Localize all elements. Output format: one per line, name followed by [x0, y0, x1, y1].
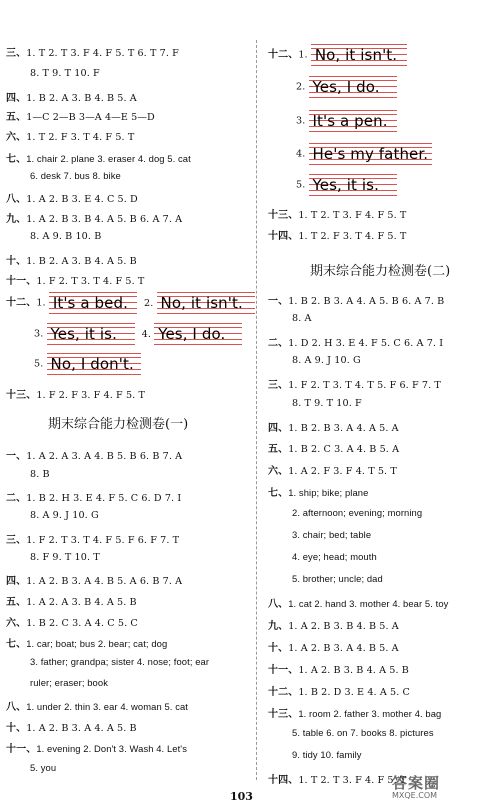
handwriting-row: 3. Yes, it is. 4. Yes, I do. [34, 323, 242, 345]
section-title: 期末综合能力检测卷(一) [48, 417, 189, 432]
answer-row: 3. chair; bed; table [292, 529, 372, 540]
answer-row: 六、1. B 2. C 3. A 4. C 5. C [6, 618, 138, 629]
handwritten-answer: It's a pen. [309, 110, 397, 132]
answer-row: 8. A 9. J 10. G [30, 510, 99, 521]
answer-row: 三、1. F 2. T 3. T 4. T 5. F 6. F 7. T [268, 380, 441, 391]
answer-row: 9. tidy 10. family [292, 749, 362, 760]
answer-row: 八、1. under 2. thin 3. ear 4. woman 5. cat [6, 701, 189, 713]
answer-row: 九、1. A 2. B 3. B 4. B 5. A [268, 621, 399, 632]
handwritten-answer: No, it isn't. [157, 292, 255, 314]
handwritten-answer: Yes, it is. [309, 174, 397, 196]
answer-row: 十四、1. T 2. F 3. T 4. F 5. T [268, 231, 407, 242]
answer-row: 十二、1. B 2. D 3. E 4. A 5. C [268, 687, 410, 698]
answer-row: 2. afternoon; evening; morning [292, 507, 423, 518]
answer-row: 5. brother; uncle; dad [292, 573, 383, 584]
handwriting-row: 2. Yes, I do. [296, 76, 397, 98]
answer-row: 十一、1. evening 2. Don't 3. Wash 4. Let's [6, 743, 187, 755]
answer-row: 十、1. A 2. B 3. A 4. B 5. A [268, 643, 399, 654]
column-divider [256, 40, 257, 780]
answer-row: 十、1. B 2. A 3. B 4. A 5. B [6, 256, 137, 267]
handwritten-answer: No, it isn't. [311, 44, 407, 66]
answer-row: 一、1. A 2. A 3. A 4. B 5. B 6. B 7. A [6, 451, 183, 462]
answer-row: 5. you [30, 762, 57, 773]
answer-row: 七、1. ship; bike; plane [268, 487, 369, 499]
answer-row: 八、1. cat 2. hand 3. mother 4. bear 5. toy [268, 598, 449, 610]
answer-row: 四、1. B 2. B 3. A 4. A 5. A [268, 423, 399, 434]
answer-row: 8. F 9. T 10. T [30, 552, 100, 563]
answer-row: 五、1—C 2—B 3—A 4—E 5—D [6, 112, 155, 123]
answer-row: 3. father; grandpa; sister 4. nose; foot; ear [30, 656, 210, 667]
answer-row: 三、1. T 2. T 3. F 4. F 5. T 6. T 7. F [6, 48, 179, 59]
handwriting-row: 十二、1. No, it isn't. [268, 44, 407, 66]
answer-row: 十三、1. T 2. T 3. F 4. F 5. T [268, 210, 407, 221]
watermark-logo: 答案圈 MXQE.COM [392, 774, 441, 800]
handwritten-answer: He's my father. [309, 143, 432, 165]
answer-row: 十三、1. room 2. father 3. mother 4. bag [268, 708, 442, 720]
answer-row: 七、1. car; boat; bus 2. bear; cat; dog [6, 638, 168, 650]
answer-row: 十一、1. A 2. B 3. B 4. A 5. B [268, 665, 409, 676]
answer-row: 一、1. B 2. B 3. A 4. A 5. B 6. A 7. B [268, 296, 445, 307]
answer-row: 4. eye; head; mouth [292, 551, 377, 562]
page-number: 103 [230, 790, 253, 803]
answer-row: 8. B [30, 469, 50, 480]
answer-row: 十三、1. F 2. F 3. F 4. F 5. T [6, 390, 145, 401]
handwritten-answer: Yes, I do. [154, 323, 242, 345]
answer-row: 六、1. T 2. F 3. T 4. F 5. T [6, 132, 135, 143]
handwritten-answer: Yes, I do. [309, 76, 397, 98]
answer-row: 十、1. A 2. B 3. A 4. A 5. B [6, 723, 137, 734]
handwriting-row: 4. He's my father. [296, 143, 432, 165]
answer-row: 8. A 9. J 10. G [292, 355, 361, 366]
answer-row: 8. T 9. T 10. F [292, 398, 362, 409]
answer-row: 四、1. B 2. A 3. B 4. B 5. A [6, 93, 137, 104]
answer-row: ruler; eraser; book [30, 677, 108, 688]
answer-row: 三、1. F 2. T 3. T 4. F 5. F 6. F 7. T [6, 535, 180, 546]
answer-row: 五、1. A 2. A 3. B 4. A 5. B [6, 597, 137, 608]
handwriting-row: 3. It's a pen. [296, 110, 397, 132]
answer-row: 七、1. chair 2. plane 3. eraser 4. dog 5. cat [6, 153, 191, 165]
answer-row: 二、1. D 2. H 3. E 4. F 5. C 6. A 7. I [268, 338, 444, 349]
answer-row: 5. table 6. on 7. books 8. pictures [292, 727, 434, 738]
answer-row: 十四、1. T 2. T 3. F 4. F 5. T [268, 775, 407, 786]
answer-row: 九、1. A 2. B 3. B 4. A 5. B 6. A 7. A [6, 214, 183, 225]
section-title: 期末综合能力检测卷(二) [310, 264, 451, 279]
handwritten-answer: It's a bed. [49, 292, 137, 314]
answer-row: 8. A 9. B 10. B [30, 231, 102, 242]
handwriting-row: 5. No, I don't. [34, 353, 141, 375]
answer-row: 八、1. A 2. B 3. E 4. C 5. D [6, 194, 138, 205]
handwritten-answer: No, I don't. [47, 353, 141, 375]
answer-row: 6. desk 7. bus 8. bike [30, 170, 121, 181]
handwriting-row: 十二、1. It's a bed. 2. No, it isn't. [6, 292, 255, 314]
answer-row: 六、1. A 2. F 3. F 4. T 5. T [268, 466, 397, 477]
answer-row: 二、1. B 2. H 3. E 4. F 5. C 6. D 7. I [6, 493, 182, 504]
answer-row: 四、1. A 2. B 3. A 4. B 5. A 6. B 7. A [6, 576, 183, 587]
answer-row: 8. T 9. T 10. F [30, 68, 100, 79]
handwritten-answer: Yes, it is. [47, 323, 135, 345]
handwriting-row: 5. Yes, it is. [296, 174, 397, 196]
answer-row: 十一、1. F 2. T 3. T 4. F 5. T [6, 276, 145, 287]
answer-row: 五、1. B 2. C 3. A 4. B 5. A [268, 444, 400, 455]
answer-row: 8. A [292, 313, 312, 324]
